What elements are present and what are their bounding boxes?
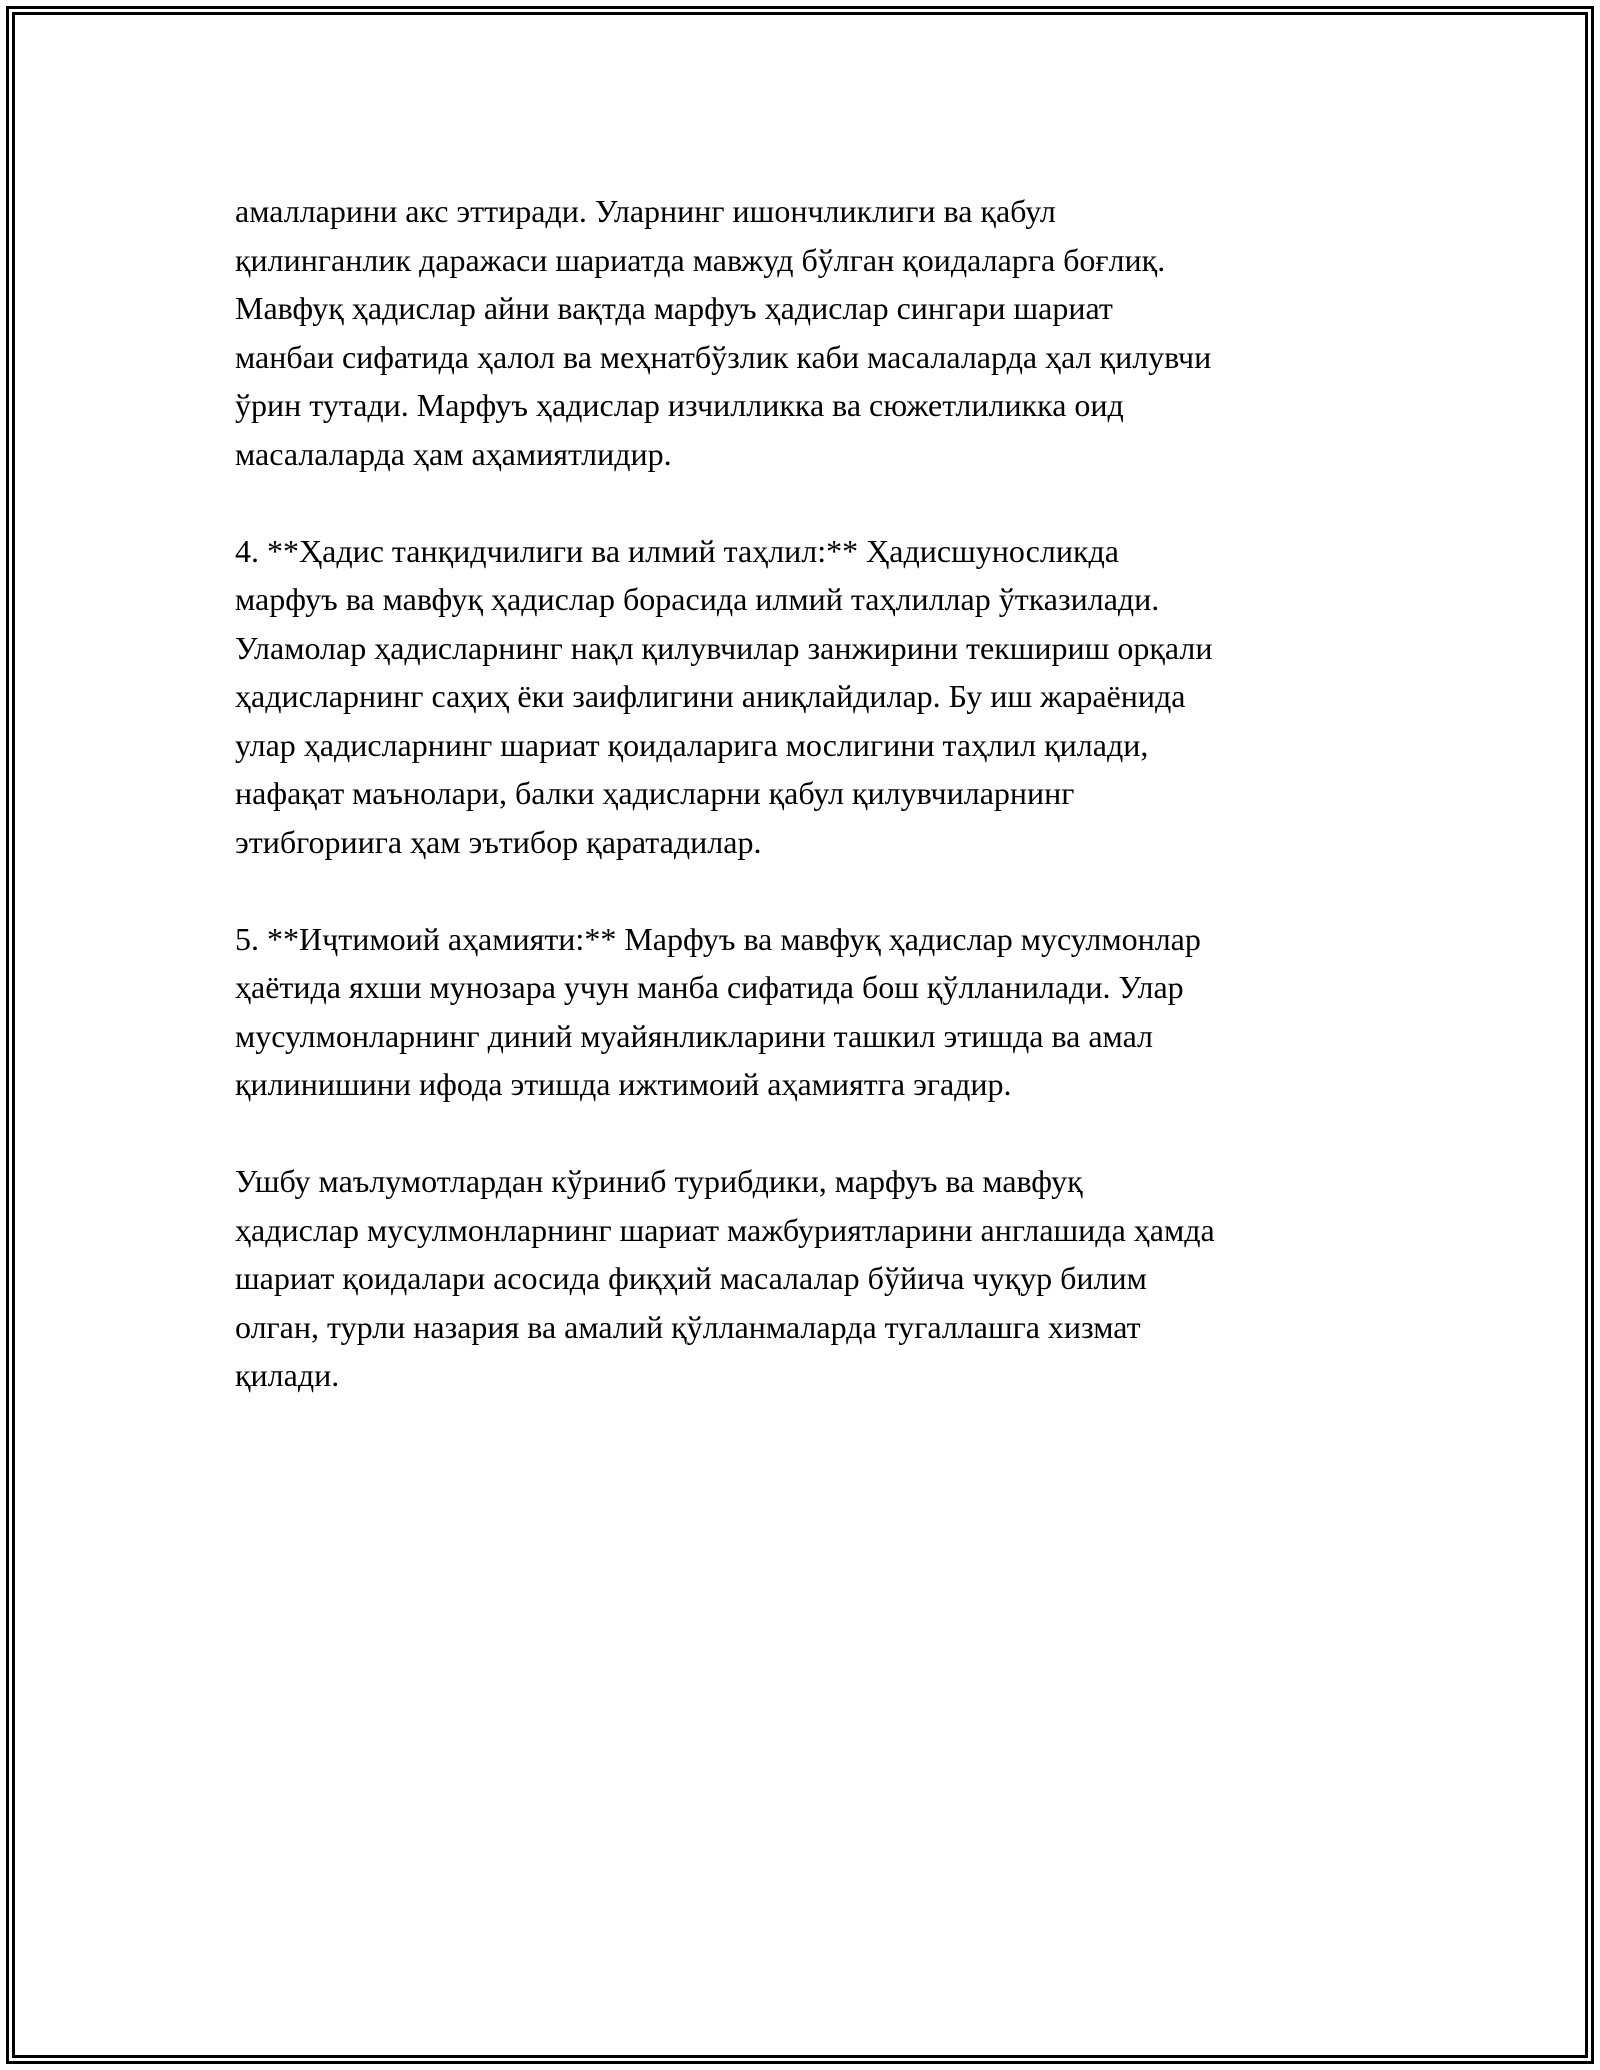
text-line: ҳадислар мусулмонларнинг шариат мажбуриятларини англашида ҳамда <box>235 1211 1215 1248</box>
paragraph-conclusion <box>235 1157 1385 1400</box>
text-line: манбаи сифатида ҳалол ва меҳнатбўзлик каби масалаларда ҳал қилувчи <box>235 338 1212 375</box>
text-line: Уламолар ҳадисларнинг нақл қилувчилар занжирини текшириш орқали <box>235 629 1213 666</box>
text-line: марфуъ ва мавфуқ ҳадислар борасида илмий таҳлиллар ўтказилади. <box>235 581 1160 617</box>
paragraph-item-5 <box>235 915 1385 1109</box>
text-line: олган, турли назария ва амалий қўлланмаларда тугаллашга хизмат <box>235 1308 1141 1345</box>
text-line: қилади. <box>235 1357 340 1393</box>
paragraph-continuation <box>235 187 1385 478</box>
text-line: этибгориига ҳам эътибор қаратадилар. <box>235 823 762 860</box>
text-line: 5. **Иҷтимоий аҳамияти:** Марфуъ ва мавфуқ ҳадислар мусулмонлар <box>235 920 1201 957</box>
text-line: Мавфуқ ҳадислар айни вақтда марфуъ ҳадислар сингари шариат <box>235 290 1113 326</box>
text-line: қилинганлик даражаси шариатда мавжуд бўлган қоидаларга боғлиқ. <box>235 241 1166 278</box>
text-line: амалларини акс эттиради. Уларнинг ишончликлиги ва қабул <box>235 193 1056 229</box>
text-line: масалаларда ҳам аҳамиятлидир. <box>235 435 672 472</box>
paragraph-item-4 <box>235 527 1385 867</box>
text-line: ўрин тутади. Марфуъ ҳадислар изчилликка ва сюжетлиликка оид <box>235 387 1124 423</box>
text-line: ҳадисларнинг саҳиҳ ёки заифлигини аниқлайдилар. Бу иш жараёнида <box>235 678 1186 714</box>
text-line: Ушбу маълумотлардан кўриниб турибдики, марфуъ ва мавфуқ <box>235 1163 1083 1199</box>
text-line: улар ҳадисларнинг шариат қоидаларига мослигини таҳлил қилади, <box>235 726 1149 763</box>
text-line: 4. **Ҳадис танқидчилиги ва илмий таҳлил:** Ҳадисшуносликда <box>235 532 1119 569</box>
text-line: шариат қоидалари асосида фиқҳий масалалар бўйича чуқур билим <box>235 1260 1147 1296</box>
text-line: мусулмонларнинг диний муайянликларини ташкил этишда ва амал <box>235 1017 1154 1054</box>
document-body <box>235 187 1385 1448</box>
text-line: нафақат маънолари, балки ҳадисларни қабул қилувчиларнинг <box>235 775 1075 811</box>
text-line: ҳаётида яхши мунозара учун манба сифатида бош қўлланилади. Улар <box>235 969 1184 1005</box>
text-line: қилинишини ифода этишда ижтимоий аҳамиятга эгадир. <box>235 1066 1012 1102</box>
